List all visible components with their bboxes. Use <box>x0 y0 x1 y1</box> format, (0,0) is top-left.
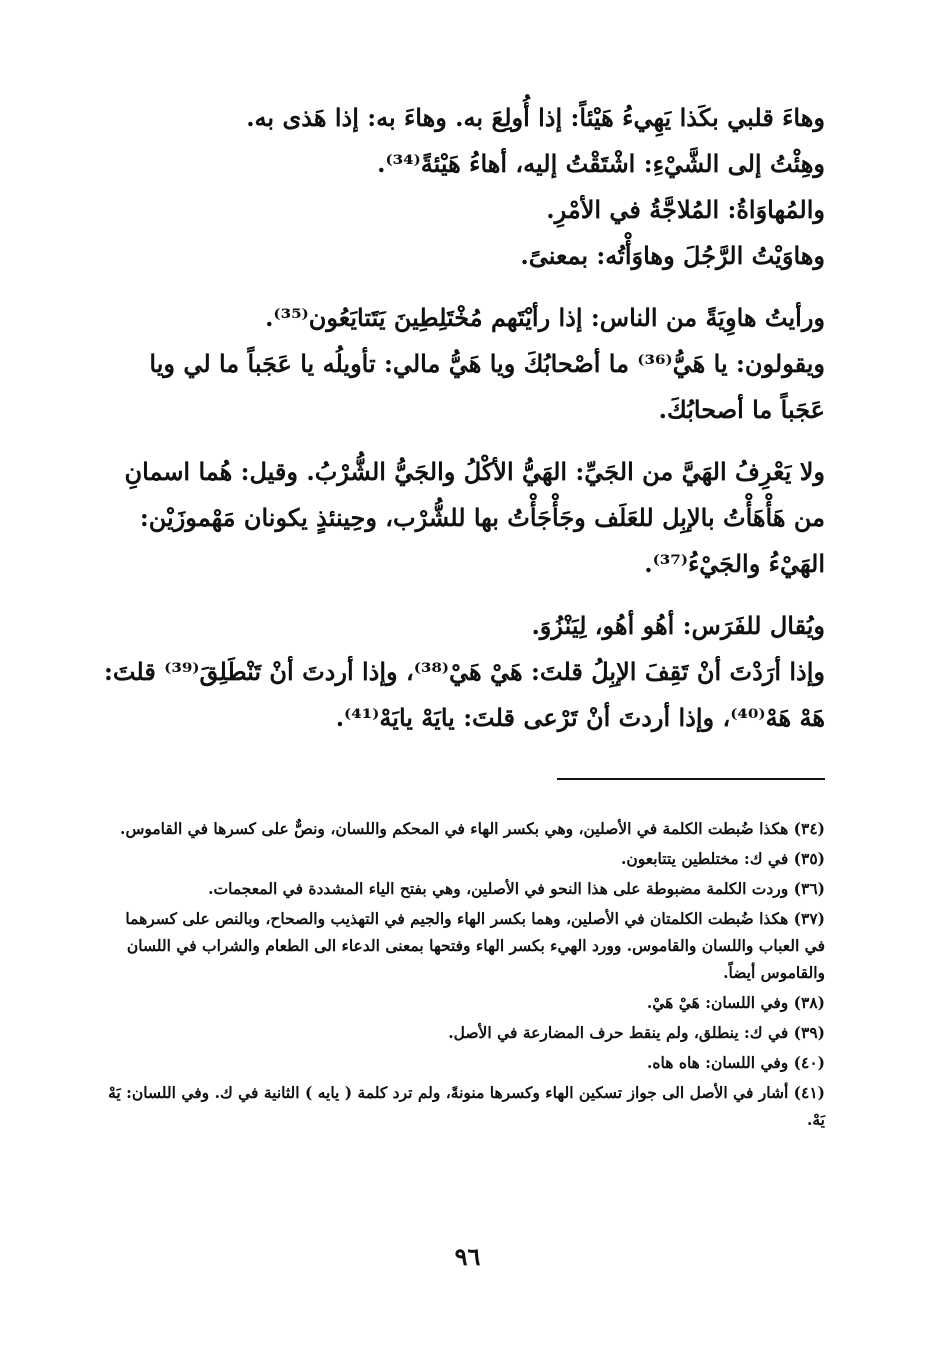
main-text <box>100 95 825 741</box>
page-number: ٩٦ <box>454 1242 481 1271</box>
text-line-2: وهِئْتُ إلى الشَّيْءِ: اشْتَقْتُ إليه، أهاءُ هَيْئةً⁽³⁴⁾. <box>377 149 825 178</box>
text-line-5: ورأيتُ هاوِيَةً من الناس: إذا رأيْتَهم مُخْتَلِطِينَ يَتَتايَعُون⁽³⁵⁾. <box>265 303 825 332</box>
text-line-8: ويُقال للفَرَس: أهُو أهُو، لِيَنْزُوَ. <box>531 611 825 640</box>
footnote-40: (٤٠) وفي اللسان: هاه هاه. <box>647 1053 825 1072</box>
footnote-41: (٤١) أشار في الأصل الى جواز تسكين الهاء وكسرها منونةً، ولم ترد كلمة ( يايه ) الثانية في ك. وفي اللسان: يَهْ يَهْ. <box>108 1083 825 1129</box>
footnotes <box>100 815 825 1136</box>
text-line-4: وهاوَيْتُ الرَّجُلَ وهاوَأْتُه: بمعنىً. <box>520 241 825 270</box>
text-line-9: وإذا أرَدْتَ أنْ تَقِفَ الإبِلُ قلتَ: هَيْ هَيْ⁽³⁸⁾، وإذا أردتَ أنْ تَنْطَلِقَ⁽³⁹⁾ قلتَ: هَهْ هَهْ⁽⁴⁰⁾، وإذا أردتَ أنْ تَرْعى قلتَ: يايَهْ يايَهْ⁽⁴¹⁾. <box>103 657 825 732</box>
footnote-36: (٣٦) وردت الكلمة مضبوطة على هذا النحو في الأصلين، وهي بفتح الياء المشددة في المعجمات. <box>208 879 825 898</box>
footnote-38: (٣٨) وفي اللسان: هَيْ هَيْ. <box>646 993 825 1012</box>
footnote-separator <box>557 778 825 780</box>
footnote-34: (٣٤) هكذا ضُبطت الكلمة في الأصلين، وهي بكسر الهاء في المحكم واللسان، ونصٌّ على كسرها في القاموس. <box>120 819 825 838</box>
text-line-3: والمُهاوَاةُ: المُلاجَّةُ في الأمْرِ. <box>546 195 825 224</box>
footnote-35: (٣٥) في ك: مختلطين يتتابعون. <box>620 849 825 868</box>
footnote-39: (٣٩) في ك: ينطلق، ولم ينقط حرف المضارعة في الأصل. <box>448 1023 825 1042</box>
text-line-1: وهاءَ قلبي بكَذا يَهِيءُ هَيْئاً: إذا أُولِعَ به. وهاءَ به: إذا هَذى به. <box>246 103 825 132</box>
footnote-37: (٣٧) هكذا ضُبطت الكلمتان في الأصلين، وهما بكسر الهاء والجيم في التهذيب والصحاح، وبالنص على كسرهما في العباب واللسان والقاموس. وورد الهيء بكسر الهاء وفتحها بمعنى الدعاء الى الطعام والشراب في اللسان والقاموس أيضاً. <box>125 909 825 982</box>
text-line-7: ولا يَعْرِفُ الهَيَّ من الجَيِّ: الهَيُّ الأكْلُ والجَيُّ الشُّرْبُ. وقيل: هُما اسمانِ من هَأْهَأْتُ بالإبِل للعَلَف وجَأْجَأْتُ بها للشُّرْب، وحِينئذٍ يكونان مَهْموزَيْن: الهَيْءُ والجَيْءُ⁽³⁷⁾. <box>124 457 825 578</box>
text-line-6: ويقولون: يا هَيُّ⁽³⁶⁾ ما أصْحابُكَ ويا هَيُّ مالي: تأويلُه يا عَجَباً ما لي ويا عَجَباً ما أصحابُكَ. <box>149 349 825 424</box>
